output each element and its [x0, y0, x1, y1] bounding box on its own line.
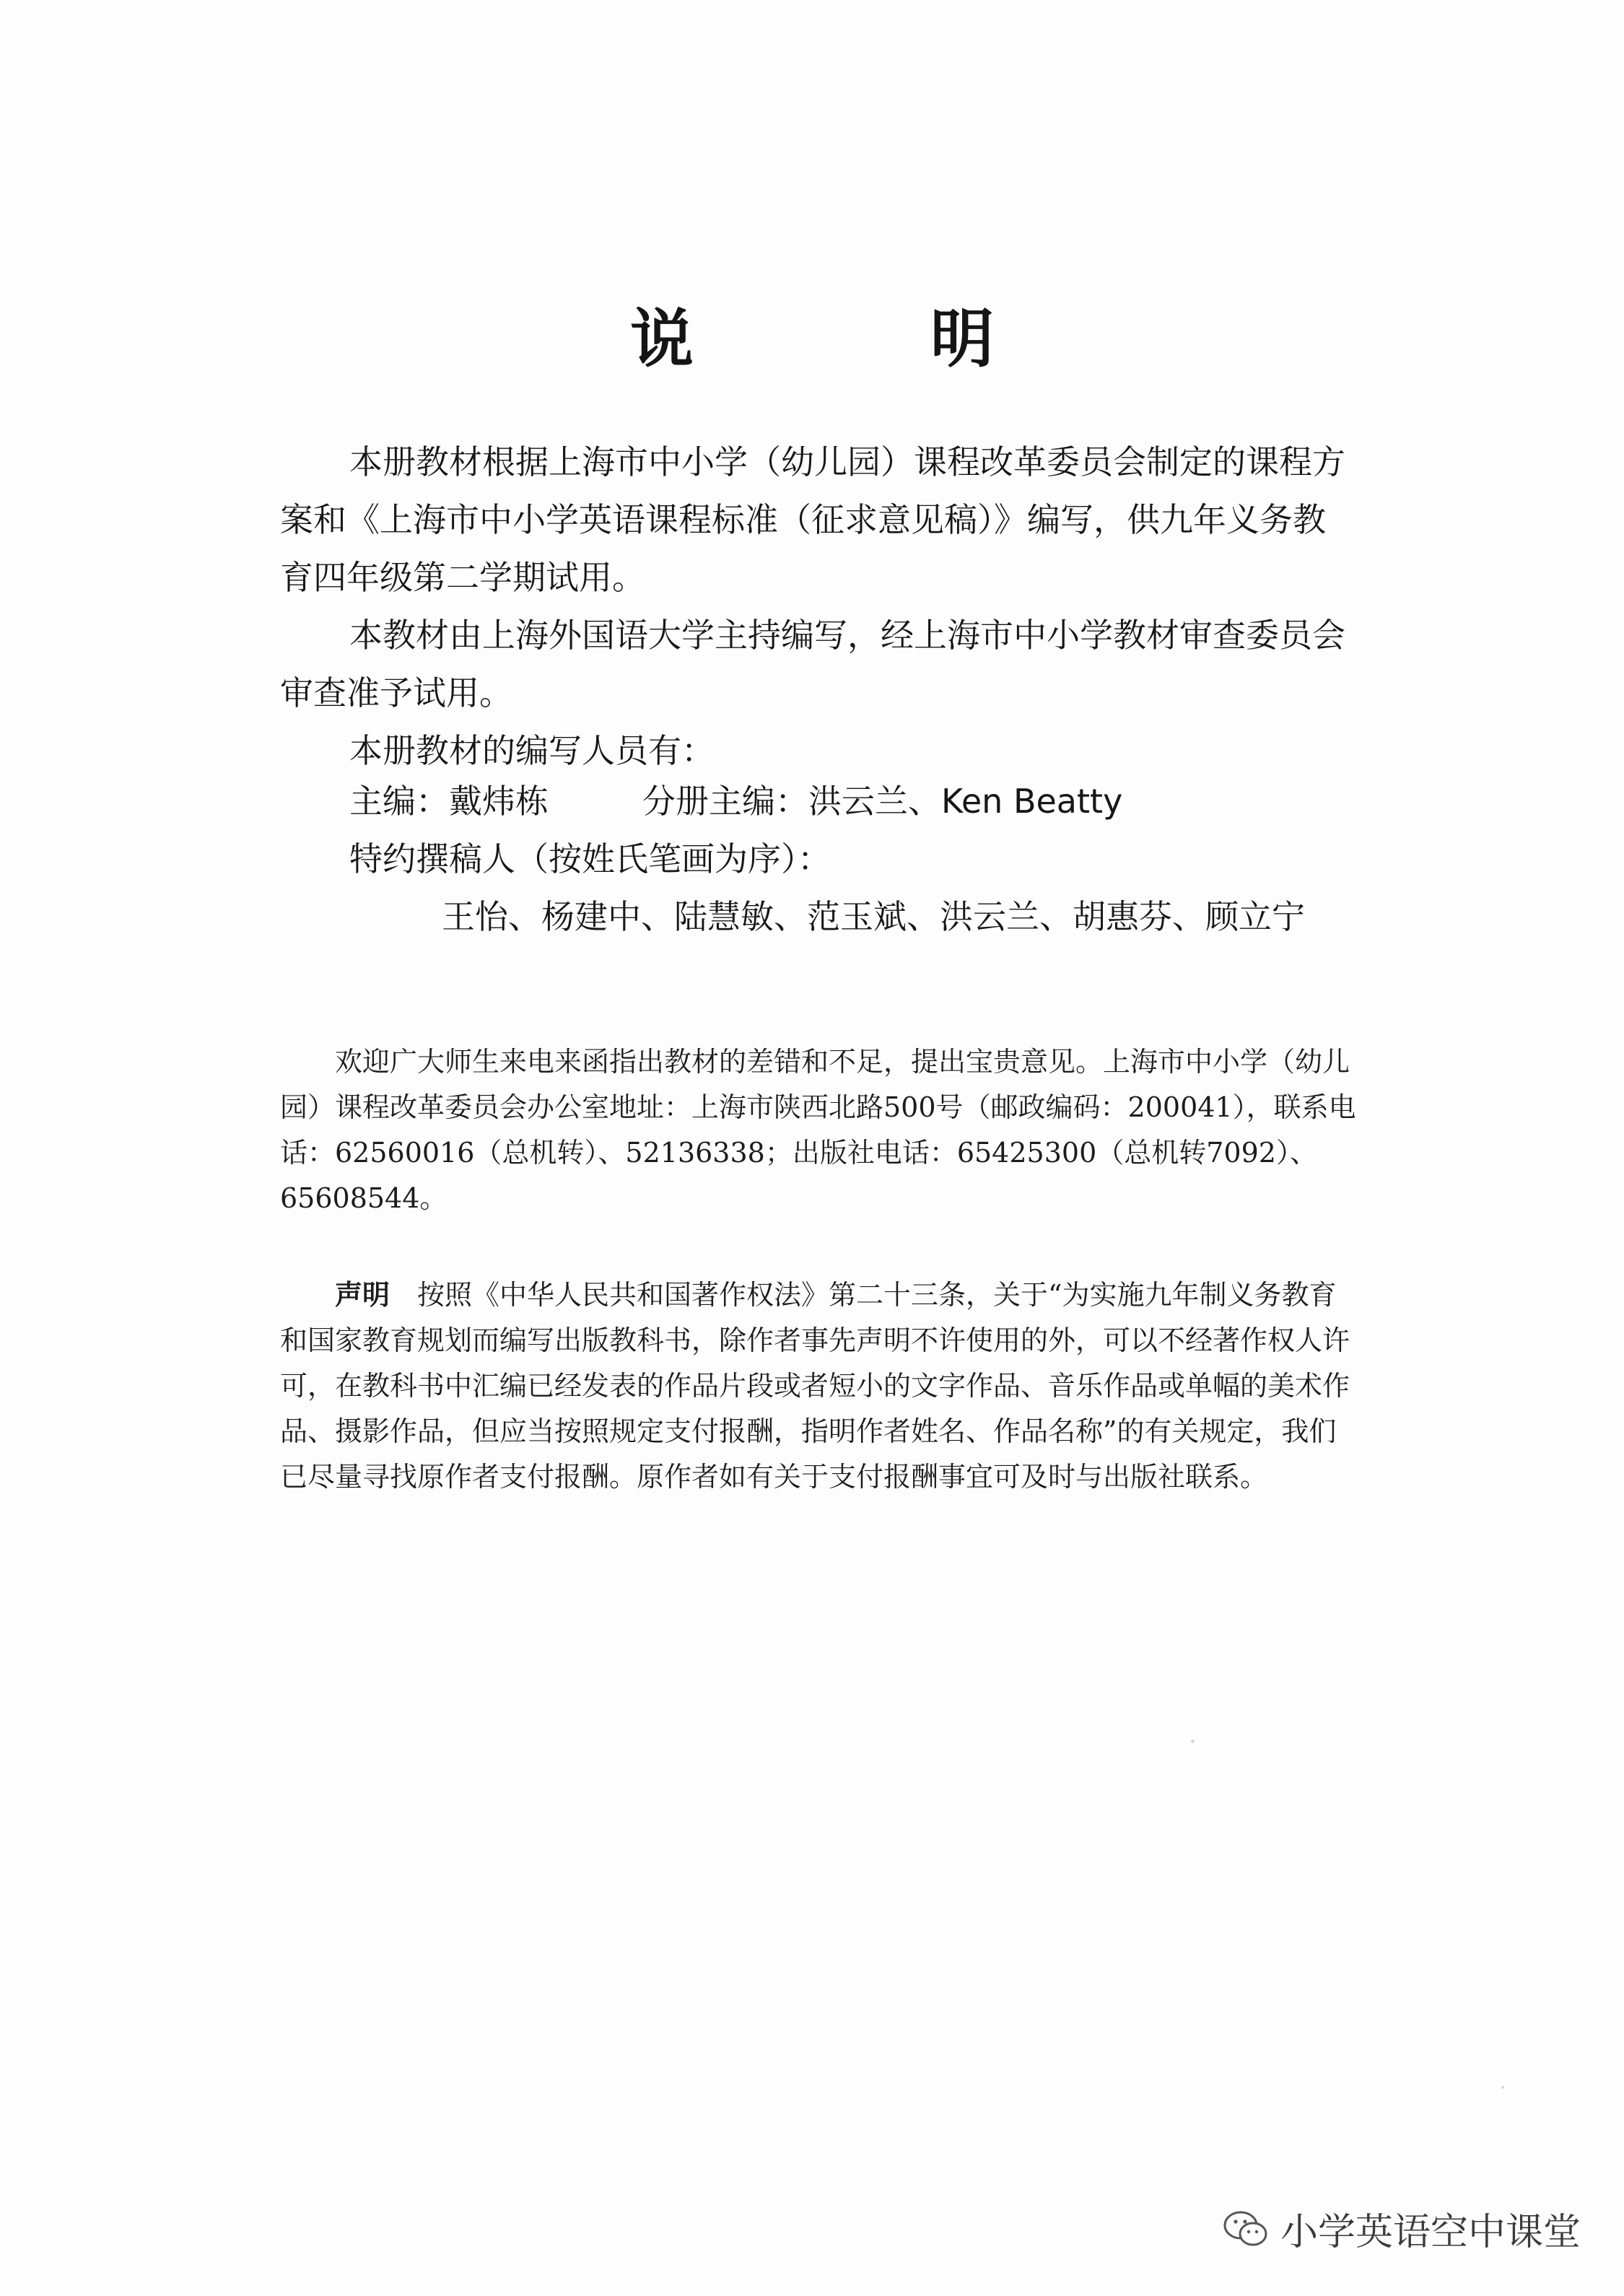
chief-editor-name: 戴炜栋: [449, 782, 549, 821]
volume-editor-label: 分册主编：: [642, 782, 808, 821]
feedback-section: [280, 1039, 1363, 1221]
wechat-icon: [1223, 2209, 1269, 2248]
scan-speck: [1191, 1740, 1195, 1743]
volume-editor-line: [642, 775, 1122, 823]
intro-paragraph-3: 本册教材的编写人员有：: [349, 731, 715, 770]
contributors-label: 特约撰稿人（按姓氏笔画为序）：: [349, 839, 831, 878]
feedback-paragraph: 欢迎广大师生来电来函指出教材的差错和不足，提出宝贵意见。上海市中小学（幼儿园）课程改革委员会办公室地址：上海市陕西北路500号（邮政编码：200041），联系电话：62560016（总机转）、52136338；出版社电话：65425300（总机转7092）、65608544。: [280, 1046, 1356, 1214]
intro-paragraph-1: 本册教材根据上海市中小学（幼儿园）课程改革委员会制定的课程方案和《上海市中小学英语课程标准（征求意见稿）》编写，供九年义务教育四年级第二学期试用。: [280, 442, 1345, 597]
watermark-text: 小学英语空中课堂: [1280, 2211, 1581, 2254]
statement-paragraph: [280, 1272, 1363, 1500]
chief-editor-line: [349, 775, 549, 823]
volume-editor-names: 洪云兰、Ken Beatty: [808, 782, 1123, 821]
contributors-names: 王怡、杨建中、陆慧敏、范玉斌、洪云兰、胡惠芬、顾立宁: [442, 897, 1305, 936]
intro-section: [280, 433, 1348, 780]
watermark: [1223, 2201, 1581, 2256]
statement-lead: 声明: [335, 1278, 390, 1311]
scan-speck: [1501, 2086, 1504, 2089]
intro-paragraph-2: 本教材由上海外国语大学主持编写，经上海市中小学教材审查委员会审查准予试用。: [280, 616, 1345, 712]
statement-section: [280, 1272, 1363, 1500]
statement-body: 按照《中华人民共和国著作权法》第二十三条，关于“为实施九年制义务教育和国家教育规划而编写出版教科书，除作者事先声明不许使用的外，可以不经著作权人许可，在教科书中汇编已经发表的作品片段或者短小的文字作品、音乐作品或单幅的美术作品、摄影作品，但应当按照规定支付报酬，指明作者姓名、作品名称”的有关规定，我们已尽量寻找原作者支付报酬。原作者如有关于支付报酬事宜可及时与出版社联系。: [280, 1279, 1350, 1493]
page-title: 说 明: [629, 302, 1081, 376]
chief-editor-label: 主编：: [349, 782, 449, 821]
